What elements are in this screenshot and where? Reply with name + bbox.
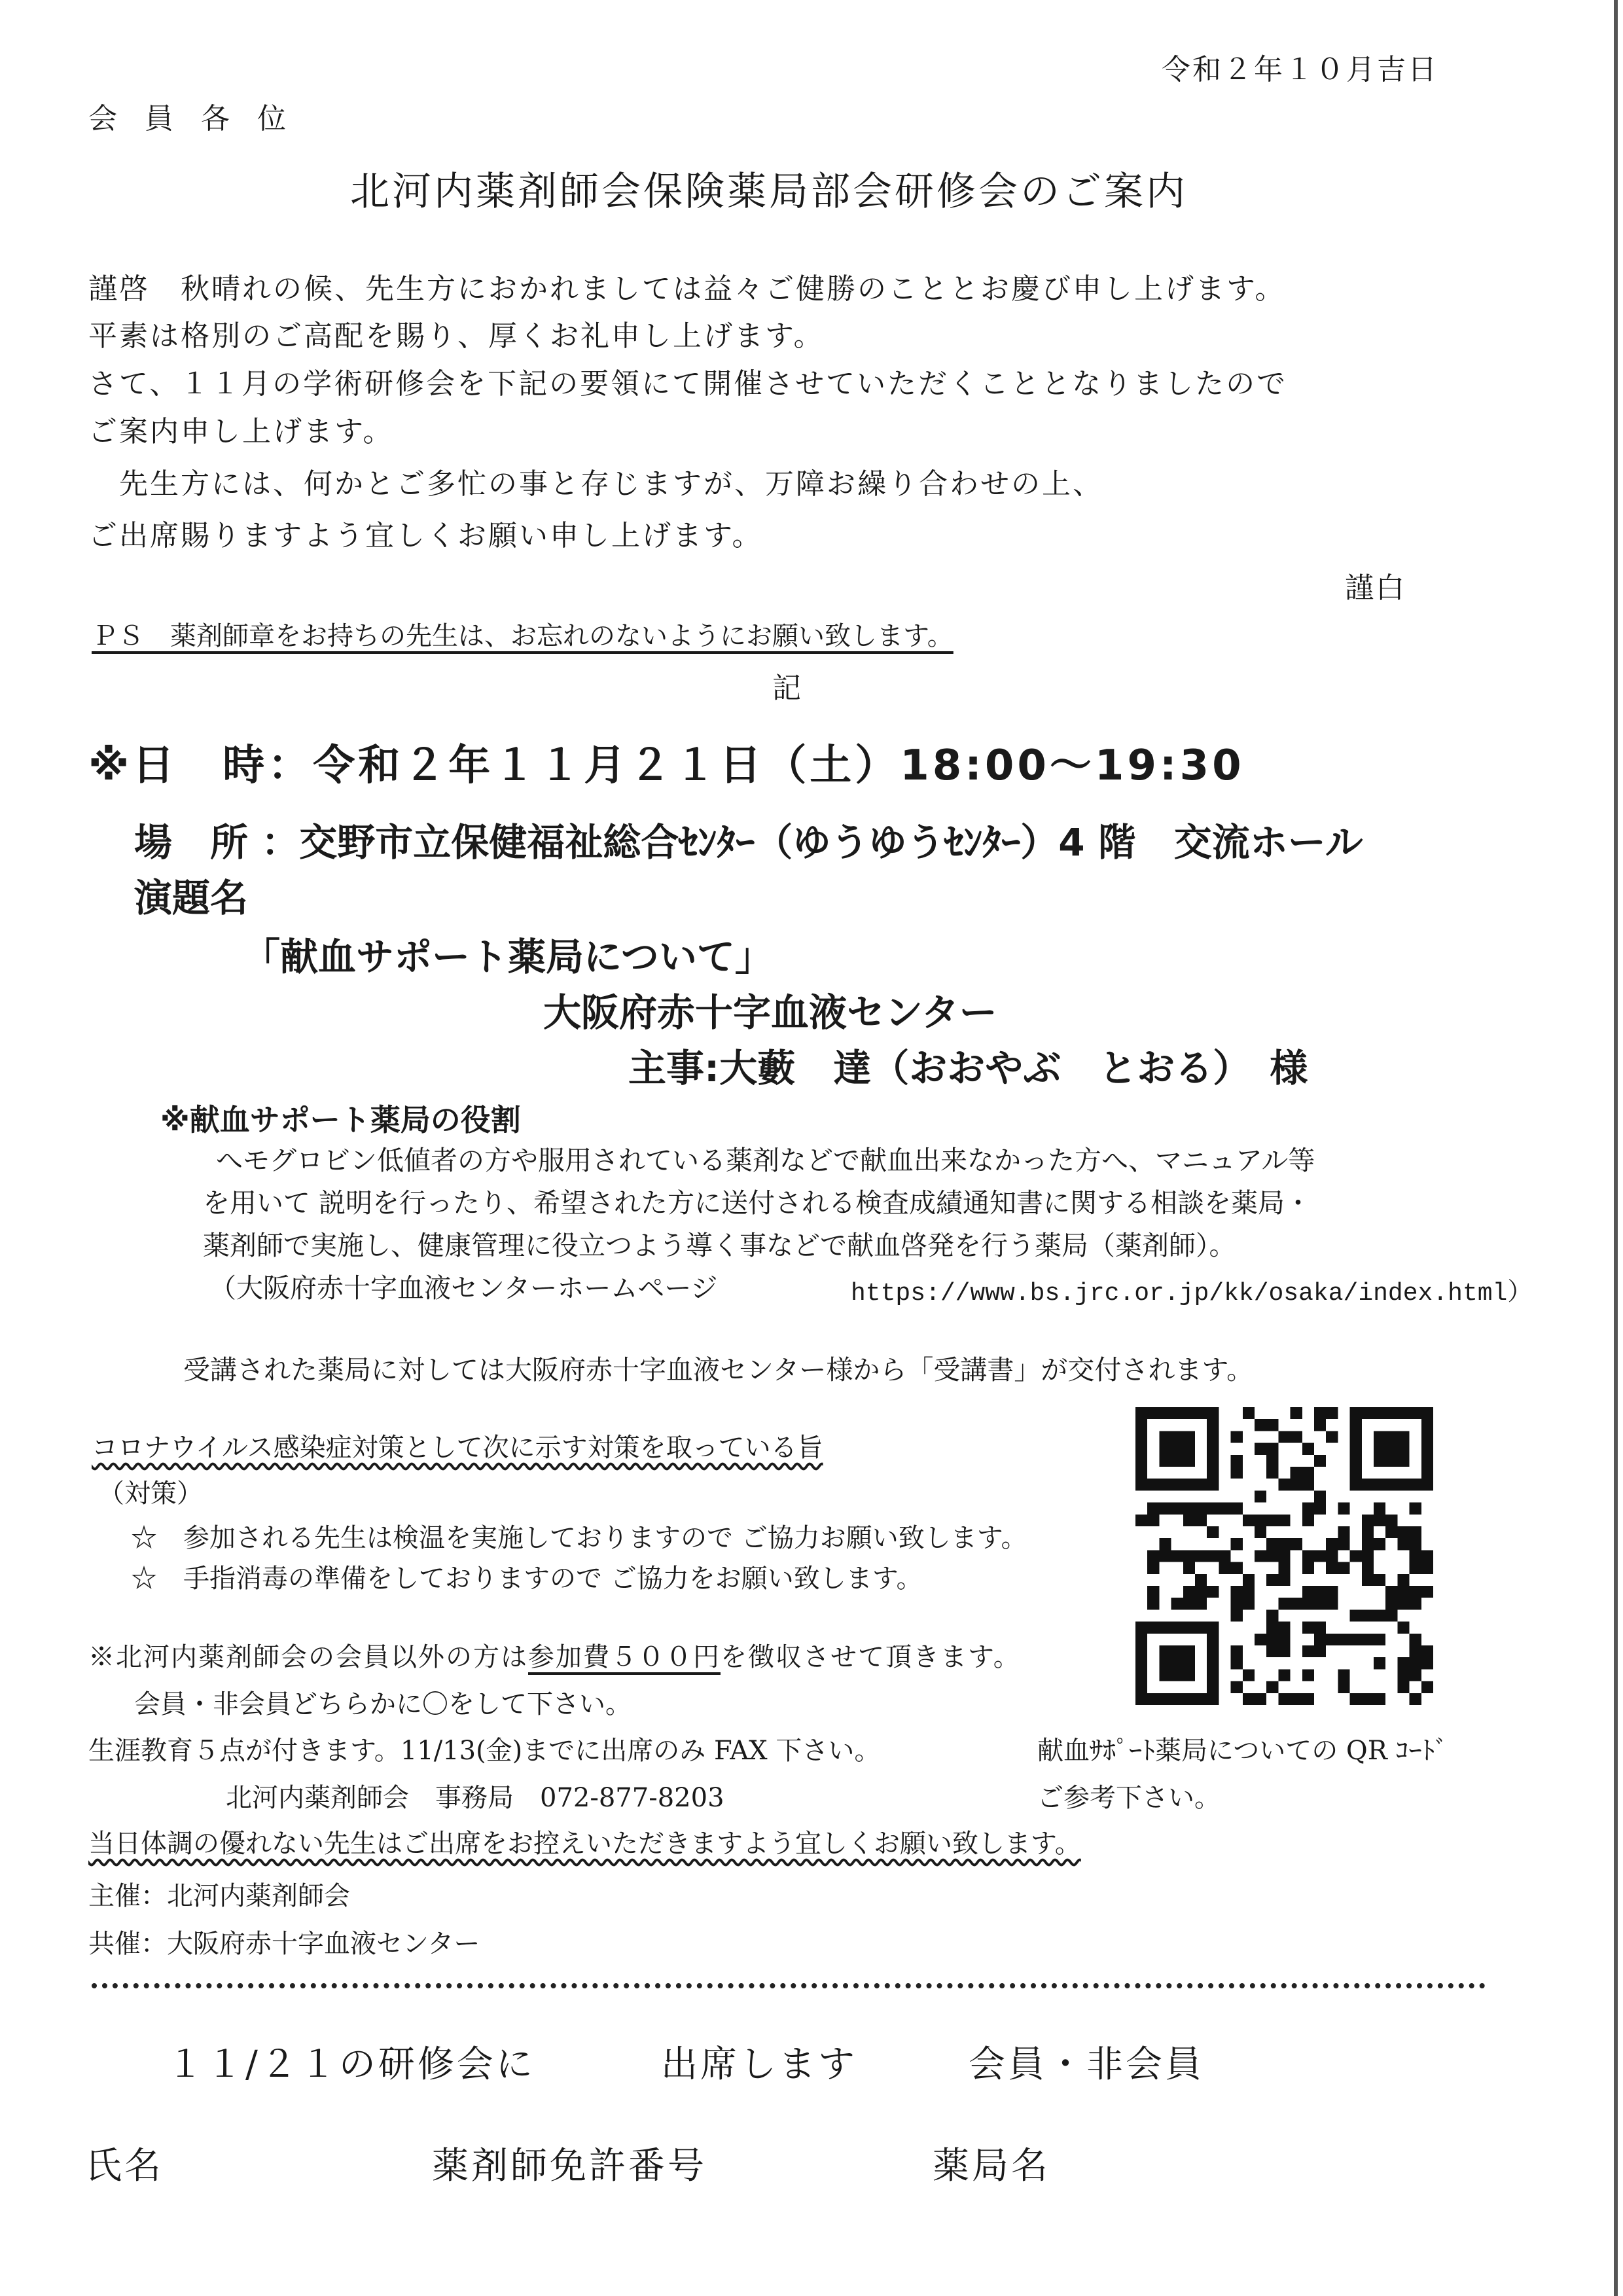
health-notice: 当日体調の優れない先生はご出席をお控えいただきますよう宜しくお願い致します。 (88, 1829, 1081, 1859)
closing-word: 謹白 (1345, 571, 1406, 605)
role-heading: ※献血サポート薬局の役割 (160, 1102, 521, 1138)
host-line: 主催：北河内薬剤師会 (88, 1881, 350, 1911)
qr-caption: 献血ｻﾎﾟｰﾄ薬局についての QR ｺｰﾄﾞ (1037, 1736, 1448, 1766)
intro-line: 謹啓 秋晴れの候、先生方におかれましては益々ご健勝のこととお慶び申し上げます。 (88, 272, 1286, 306)
topic-label: 演題名 (134, 876, 249, 920)
office-contact: 北河内薬剤師会 事務局 072-877-8203 (226, 1783, 724, 1813)
fee-prefix: ※北河内薬剤師会の会員以外の方は (88, 1642, 528, 1672)
ps-note: ＰＳ 薬剤師章をお持ちの先生は、お忘れのないようにお願い致します。 (92, 621, 954, 651)
role-line: を用いて 説明を行ったり、希望された方に送付される検査成績通知書に関する相談を薬局・ (203, 1187, 1312, 1219)
page-edge-line (1614, 0, 1618, 2296)
role-line: 薬剤師で実施し、健康管理に役立つよう導く事などで献血啓発を行う薬局（薬剤師）。 (203, 1230, 1236, 1261)
ki-mark: 記 (772, 672, 803, 705)
member-circle-note: 会員・非会員どちらかに〇をして下さい。 (134, 1689, 632, 1719)
form-pharmacy-field[interactable]: 薬局名 (933, 2145, 1050, 2187)
event-venue: 場 所 ：交野市立保健福祉総合ｾﾝﾀｰ（ゆうゆうｾﾝﾀｰ）4 階 交流ホール (134, 820, 1363, 865)
document-date: 令和２年１０月吉日 (1162, 53, 1438, 86)
fee-notice (88, 1636, 1021, 1674)
intro-line: 先生方には、何かとご多忙の事と存じますが、万障お繰り合わせの上、 (88, 467, 1103, 501)
intro-line: 平素は格別のご高配を賜り、厚くお礼申し上げます。 (88, 319, 825, 353)
role-line: へモグロビン低値者の方や服用されている薬剤などで献血出来なかった方へ、マニュアル等 (216, 1145, 1315, 1176)
intro-line: さて、１１月の学術研修会を下記の要領にて開催させていただくこととなりましたので (88, 367, 1288, 401)
qr-caption-sub: ご参考下さい。 (1037, 1783, 1221, 1813)
credits-note: 生涯教育５点が付きます。11/13(金)までに出席のみ FAX 下さい。 (88, 1736, 881, 1766)
form-license-field[interactable]: 薬剤師免許番号 (432, 2145, 707, 2187)
form-member-option[interactable]: 会員・非会員 (969, 2043, 1204, 2086)
speaker-name: 主事:大藪 達（おおやぶ とおる） 様 (628, 1046, 1308, 1090)
homepage-label: （大阪府赤十字血液センターホームページ (209, 1272, 718, 1304)
qr-code (1135, 1407, 1433, 1705)
intro-line: ご案内申し上げます。 (88, 415, 394, 448)
certificate-note: 受講された薬局に対しては大阪府赤十字血液センター様から「受講書」が交付されます。 (183, 1354, 1254, 1386)
form-name-field[interactable]: 氏名 (85, 2145, 164, 2187)
fee-suffix: を徴収させて頂きます。 (721, 1642, 1021, 1672)
covid-label: （対策） (98, 1479, 203, 1509)
form-seminar: １１/２１の研修会に (167, 2043, 535, 2086)
cut-line (92, 1983, 1486, 1988)
event-datetime: ※日 時：令和２年１１月２１日（土）18:00～19:30 (88, 742, 1245, 790)
covid-item: ☆ 手指消毒の準備をしておりますので ご協力をお願い致します。 (131, 1564, 923, 1594)
fee-amount: 参加費５００円 (528, 1642, 721, 1672)
covid-heading: コロナウイルス感染症対策として次に示す対策を取っている旨 (92, 1433, 823, 1463)
covid-item: ☆ 参加される先生は検温を実施しておりますので ご協力お願い致します。 (131, 1523, 1027, 1553)
speaker-organization: 大阪府赤十字血液センター (543, 990, 997, 1035)
homepage-url[interactable]: https://www.bs.jrc.or.jp/kk/osaka/index.html） (851, 1280, 1533, 1308)
cohost-line: 共催：大阪府赤十字血液センター (88, 1929, 480, 1959)
form-attend-option[interactable]: 出席します (661, 2043, 857, 2086)
intro-line: ご出席賜りますよう宜しくお願い申し上げます。 (88, 519, 763, 552)
addressee: 会 員 各 位 (88, 102, 295, 135)
document-title: 北河内薬剤師会保険薬局部会研修会のご案内 (350, 169, 1188, 215)
topic-title: 「献血サポート薬局について」 (242, 935, 773, 979)
